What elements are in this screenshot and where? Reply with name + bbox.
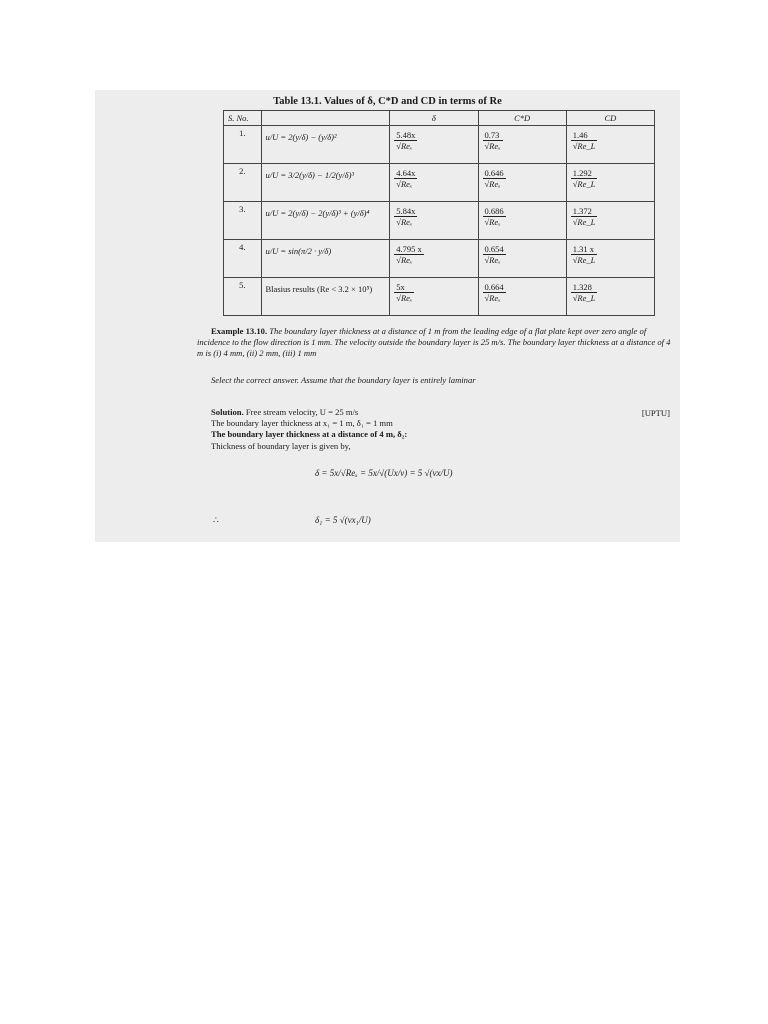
delta1-formula: δ₁ = 5 √(νx₁/U) [315, 515, 371, 525]
row-sno: 1. [224, 126, 262, 164]
solution-line-4: Thickness of boundary layer is given by, [211, 440, 351, 451]
velocity-profile: u/U = 2(y/δ) − 2(y/δ)³ + (y/δ)⁴ [265, 208, 370, 218]
solution-line-3: The boundary layer thickness at a distance of 4 m, δ₂: [211, 429, 408, 440]
velocity-profile: u/U = 3/2(y/δ) − 1/2(y/δ)³ [265, 170, 355, 180]
header-cd: CD [566, 111, 654, 126]
solution-block [211, 407, 689, 452]
solution-label: Solution. [211, 407, 244, 417]
velocity-profile: u/U = sin(π/2 · y/δ) [265, 246, 332, 256]
exam-source: [UPTU] [641, 408, 670, 418]
velocity-profile: Blasius results (Re < 3.2 × 10⁵) [265, 284, 373, 294]
delta-value: $\frac{5.84x}{\text{√Reₓ}}$ [396, 206, 416, 227]
row-sno: 3. [224, 202, 262, 240]
row-sno: 2. [224, 164, 262, 202]
cd-star-value: $\frac{0.73}{\text{√Reₓ}}$ [484, 130, 501, 151]
delta-value: $\frac{4.64x}{\text{√Reₓ}}$ [396, 168, 416, 189]
delta-value: $\frac{5.48x}{\text{√Reₓ}}$ [396, 130, 416, 151]
delta-value: $\frac{5x}{\text{√Reₓ}}$ [396, 282, 413, 303]
solution-line-2: The boundary layer thickness at x₁ = 1 m, δ₁ = 1 mm [211, 418, 393, 429]
cd-star-value: $\frac{0.664}{\text{√Reₓ}}$ [484, 282, 504, 303]
header-cd-star: C*D [478, 111, 566, 126]
cd-value: $\frac{1.46}{√Re\_L}$ [572, 130, 596, 151]
cd-value: $\frac{1.31 x}{√Re\_L}$ [572, 244, 596, 265]
example-label: Example 13.10. [211, 326, 268, 336]
example-instruction: Select the correct answer. Assume that the boundary layer is entirely laminar [211, 375, 476, 385]
example-block [197, 326, 675, 360]
therefore-symbol: ∴ [213, 515, 219, 525]
values-table [223, 110, 655, 316]
page-scan [95, 90, 680, 542]
solution-line-1: Free stream velocity, U = 25 m/s [245, 407, 359, 417]
delta-value: $\frac{4.795 x}{\text{√Reₓ}}$ [396, 244, 422, 265]
boundary-layer-formula: δ = 5x/√Reₓ = 5x/√(Ux/ν) = 5 √(νx/U) [315, 468, 453, 478]
cd-star-value: $\frac{0.646}{\text{√Reₓ}}$ [484, 168, 504, 189]
table-row [224, 164, 655, 202]
example-statement: The boundary layer thickness at a distance of 1 m from the leading edge of a flat plate kept over zero angle of incidence to the flow direction is 1 mm. The velocity outside the boundary layer is 25 m/s. The boundary layer thickness at a distance of 4 m is (i) 4 mm, (ii) 2 mm, (iii) 1 mm [197, 326, 671, 359]
table-title: Table 13.1. Values of δ, C*D and CD in terms of Re [273, 96, 502, 107]
header-delta: δ [390, 111, 478, 126]
row-sno: 5. [224, 278, 262, 316]
table-row [224, 240, 655, 278]
table-header-row [224, 111, 655, 126]
row-sno: 4. [224, 240, 262, 278]
header-profile [261, 111, 390, 126]
cd-value: $\frac{1.292}{√Re\_L}$ [572, 168, 596, 189]
table-row [224, 278, 655, 316]
cd-value: $\frac{1.328}{√Re\_L}$ [572, 282, 596, 303]
velocity-profile: u/U = 2(y/δ) − (y/δ)² [265, 132, 337, 142]
cd-star-value: $\frac{0.686}{\text{√Reₓ}}$ [484, 206, 504, 227]
header-sno: S. No. [224, 111, 262, 126]
cd-value: $\frac{1.372}{√Re\_L}$ [572, 206, 596, 227]
table-row [224, 202, 655, 240]
table-row [224, 126, 655, 164]
cd-star-value: $\frac{0.654}{\text{√Reₓ}}$ [484, 244, 504, 265]
